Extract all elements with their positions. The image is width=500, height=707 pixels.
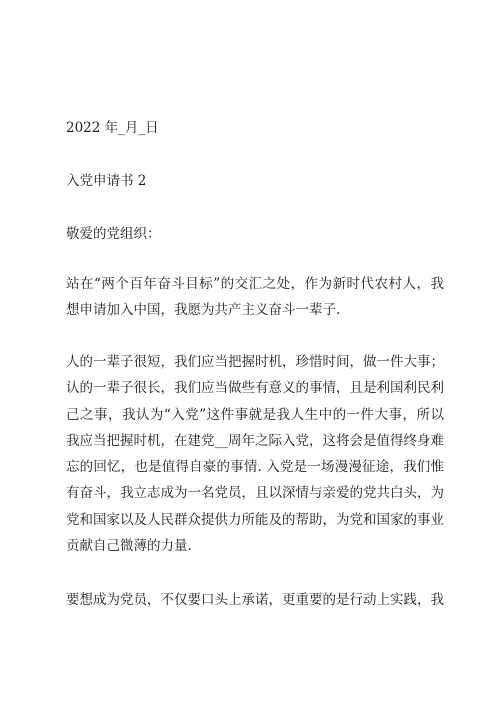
paragraph-2-line: 忘的回忆，也是值得自豪的事情. 入党是一场漫漫征途，我们惟 bbox=[66, 459, 444, 476]
paragraph-2-line: 党和国家以及人民群众提供力所能及的帮助，为党和国家的事业 bbox=[66, 511, 444, 528]
paragraph-2-line: 有奋斗，我立志成为一名党员，且以深情与亲爱的党共白头，为 bbox=[66, 485, 444, 502]
paragraph-2-line: 贡献自己微薄的力量. bbox=[66, 538, 192, 555]
document-title: 入党申请书 2 bbox=[66, 173, 147, 189]
paragraph-2-line: 己之事，我认为“入党”这件事就是我人生中的一件大事，所以 bbox=[66, 406, 444, 423]
salutation: 敬爱的党组织： bbox=[66, 226, 161, 242]
paragraph-2-line: 我应当把握时机，在建党__周年之际入党，这将会是值得终身难 bbox=[66, 432, 444, 449]
paragraph-2-line: 认的一辈子很长，我们应当做些有意义的事情，且是利国利民利 bbox=[66, 380, 444, 397]
paragraph-1-line: 站在“两个百年奋斗目标”的交汇之处，作为新时代农村人，我 bbox=[66, 276, 444, 292]
paragraph-3-line: 要想成为党员，不仅要口头上承诺，更重要的是行动上实践，我 bbox=[66, 592, 444, 608]
paragraph-2 bbox=[66, 349, 444, 559]
paragraph-1-line: 想申请加入中国，我愿为共产主义奋斗一辈子. bbox=[66, 302, 341, 319]
paragraph-1 bbox=[66, 271, 444, 324]
paragraph-2-line: 人的一辈子很短，我们应当把握时机，珍惜时间，做一件大事； bbox=[66, 354, 444, 370]
paragraph-3 bbox=[66, 587, 444, 613]
date-line: 2022 年_月_日 bbox=[66, 120, 159, 136]
